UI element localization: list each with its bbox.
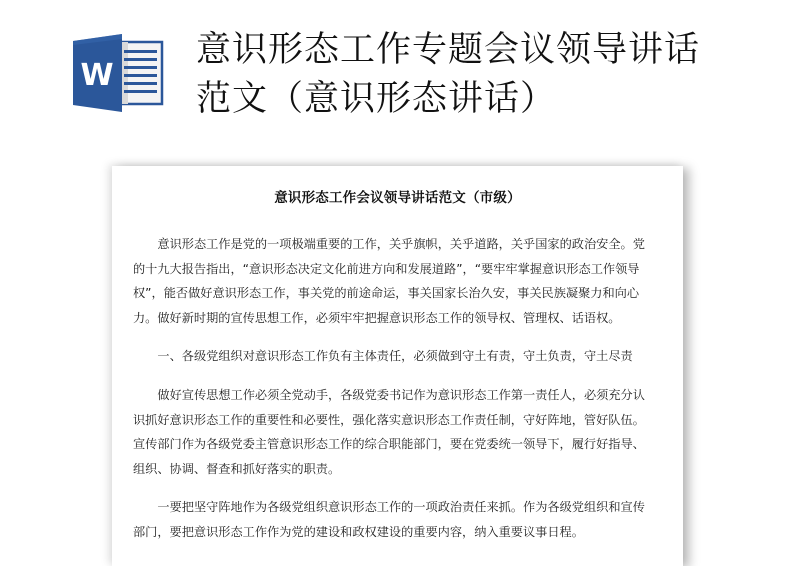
text-line: 力。做好新时期的宣传思想工作，必须牢牢把握意识形态工作的领导权、管理权、话语权。 — [133, 310, 621, 325]
text-line: 意识形态工作是党的一项极端重要的工作，关乎旗帜，关乎道路，关乎国家的政治安全。党 — [157, 237, 645, 251]
text-line: 识抓好意识形态工作的重要性和必要性，强化落实意识形态工作责任制，守好阵地，管好队伍。 — [133, 412, 645, 427]
section-heading-1 — [133, 344, 649, 369]
paragraph-responsibility — [133, 383, 649, 481]
document-page-preview — [112, 166, 683, 566]
document-body — [133, 232, 649, 559]
text-line: 一、各级党组织对意识形态工作负有主体责任，必须做到守土有责，守土负责，守土尽责 — [157, 349, 633, 364]
text-line: 宣传部门作为各级党委主管意识形态工作的综合职能部门，要在党委统一领导下，履行好指导、 — [133, 437, 645, 452]
text-line: 组织、协调、督查和抓好落实的职责。 — [133, 461, 341, 476]
text-line: 的十九大报告指出，“意识形态决定文化前进方向和发展道路”，“要牢牢掌握意识形态工作领导 — [133, 261, 640, 276]
header — [0, 0, 800, 140]
document-title: 意识形态工作会议领导讲话范文（市级） — [274, 190, 521, 206]
title-line-1: 意识形态工作专题会议领导讲话 — [196, 30, 701, 70]
paragraph-positions — [133, 495, 649, 544]
text-line: 权”，能否做好意识形态工作，事关党的前途命运，事关国家长治久安，事关民族凝聚力和向心 — [133, 286, 640, 301]
text-line: 一要把坚守阵地作为各级党组织意识形态工作的一项政治责任来抓。作为各级党组织和宣传 — [157, 500, 645, 515]
text-line: 做好宣传思想工作必须全党动手，各级党委书记作为意识形态工作第一责任人，必须充分认 — [157, 387, 645, 402]
svg-text:W: W — [80, 58, 114, 93]
text-line: 部门，要把意识形态工作作为党的建设和政权建设的重要内容，纳入重要议事日程。 — [133, 524, 584, 539]
title-line-2: 范文（意识形态讲话） — [196, 79, 557, 119]
paragraph-intro — [133, 232, 649, 330]
page-title — [196, 26, 776, 124]
word-icon — [72, 33, 164, 113]
